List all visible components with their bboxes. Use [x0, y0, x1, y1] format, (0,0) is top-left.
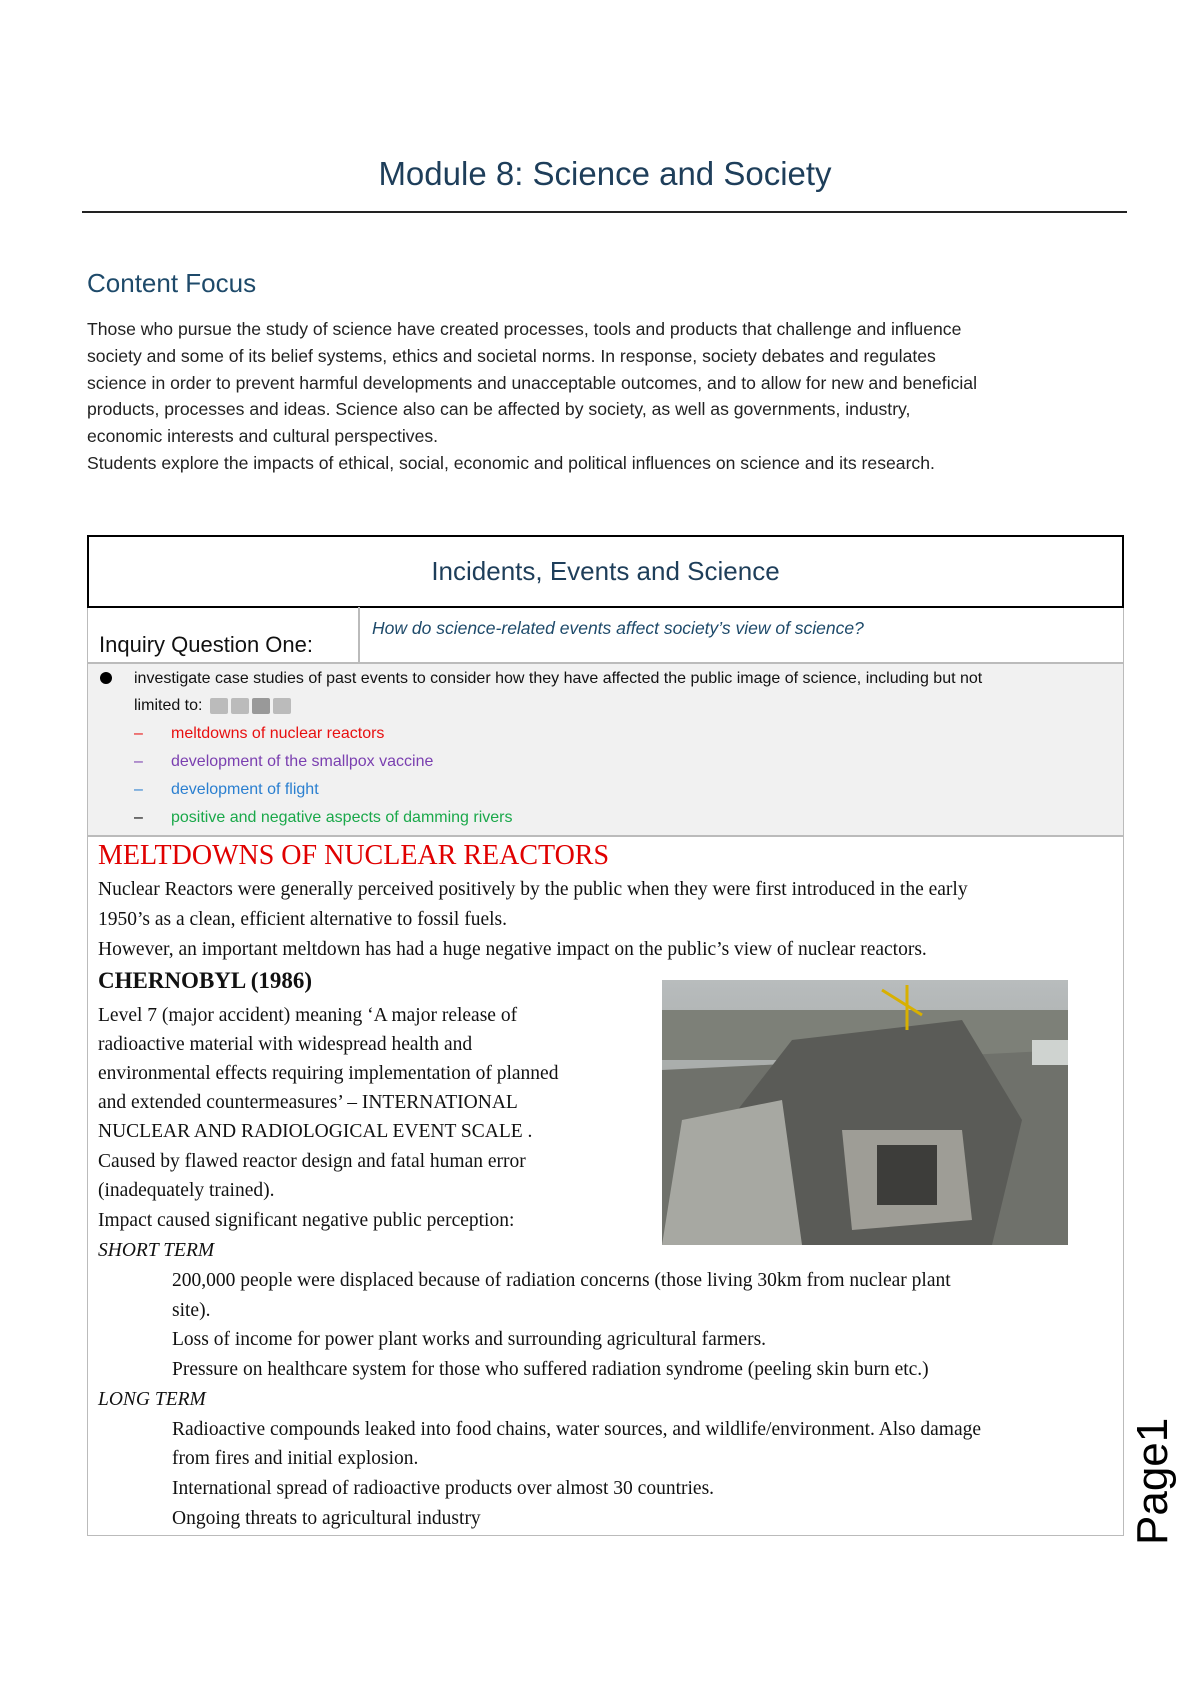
text-line: 200,000 people were displaced because of radiation concerns (those living 30km from nuclear plant — [172, 1270, 951, 1291]
text-line: site). — [172, 1300, 211, 1321]
inquiry-label-cell — [87, 607, 360, 662]
text-line: Ongoing threats to agricultural industry — [172, 1508, 481, 1529]
inquiry-question: How do science-related events affect society’s view of science? — [372, 618, 864, 638]
long-term-label: LONG TERM — [98, 1389, 206, 1410]
text-line: Pressure on healthcare system for those who suffered radiation syndrome (peeling skin burn etc.) — [172, 1359, 929, 1380]
short-term-label: SHORT TERM — [98, 1240, 215, 1261]
chernobyl-ruins-photo — [662, 980, 1068, 1245]
text-line: (inadequately trained). — [98, 1180, 275, 1201]
content-focus-text — [87, 316, 1147, 477]
text-line: 1950’s as a clean, efficient alternative to fossil fuels. — [98, 909, 508, 930]
subitem-smallpox: development of the smallpox vaccine — [171, 753, 434, 770]
text-line: environmental effects requiring implementation of planned — [98, 1063, 559, 1084]
text-line: science in order to prevent harmful developments and unacceptable outcomes, and to allow for new and beneficial — [87, 372, 977, 393]
text-line: Impact caused significant negative public perception: — [98, 1210, 515, 1231]
computer-icon — [252, 698, 270, 714]
meltdowns-heading: MELTDOWNS OF NUCLEAR REACTORS — [98, 840, 610, 871]
text-line: economic interests and cultural perspectives. — [87, 426, 439, 447]
subitem-nuclear: meltdowns of nuclear reactors — [171, 725, 385, 742]
text-line: However, an important meltdown has had a huge negative impact on the public’s view of nuclear reactors. — [98, 939, 927, 960]
text-line: International spread of radioactive products over almost 30 countries. — [172, 1478, 715, 1499]
text-line: radioactive material with widespread health and — [98, 1034, 473, 1055]
bullet-icon — [100, 672, 112, 684]
page-number: Page1 — [1128, 1417, 1177, 1545]
text-line: NUCLEAR AND RADIOLOGICAL EVENT SCALE . — [98, 1121, 533, 1142]
text-line: society and some of its belief systems, ethics and societal norms. In response, society debates and regulates — [87, 345, 936, 366]
gears-icon — [210, 698, 228, 714]
text-line: from fires and initial explosion. — [172, 1448, 419, 1469]
text-line: products, processes and ideas. Science also can be affected by society, as well as governments, industry, — [87, 399, 911, 420]
text-line: Those who pursue the study of science have created processes, tools and products that challenge and influence — [87, 319, 962, 339]
content-focus-heading: Content Focus — [87, 268, 257, 298]
scales-icon — [231, 698, 249, 714]
table-heading: Incidents, Events and Science — [87, 535, 1124, 608]
syllabus-points: investigate case studies of past events to consider how they have affected the public image of science, including but not limited to: – meltdowns of nuclear reactors – development of the smallpox vaccine – development of flight – positive and negative aspects of damming rivers — [88, 662, 1123, 837]
text-line: Nuclear Reactors were generally perceived positively by the public when they were first introduced in the early — [98, 879, 968, 900]
inquiry-label: Inquiry Question One: — [99, 632, 314, 657]
graduation-cap-icon — [273, 698, 291, 714]
page-title: Module 8: Science and Society — [378, 155, 832, 192]
subitem-dams: positive and negative aspects of damming rivers — [171, 809, 513, 826]
bullet-text: limited to: — [134, 697, 203, 714]
text-line: Radioactive compounds leaked into food chains, water sources, and wildlife/environment. Also damage — [172, 1419, 982, 1440]
title-divider — [82, 211, 1127, 213]
text-line: Students explore the impacts of ethical, social, economic and political influences on science and its research. — [87, 452, 935, 473]
chernobyl-heading: CHERNOBYL (1986) — [98, 968, 313, 993]
text-line: Level 7 (major accident) meaning ‘A major release of — [98, 1005, 518, 1026]
text-line: Caused by flawed reactor design and fatal human error — [98, 1151, 526, 1172]
text-line: Loss of income for power plant works and surrounding agricultural farmers. — [172, 1329, 767, 1350]
subitem-flight: development of flight — [171, 781, 319, 798]
text-line: and extended countermeasures’ – INTERNATIONAL — [98, 1092, 518, 1113]
bullet-text: investigate case studies of past events to consider how they have affected the public image of science, including but not — [134, 670, 983, 687]
